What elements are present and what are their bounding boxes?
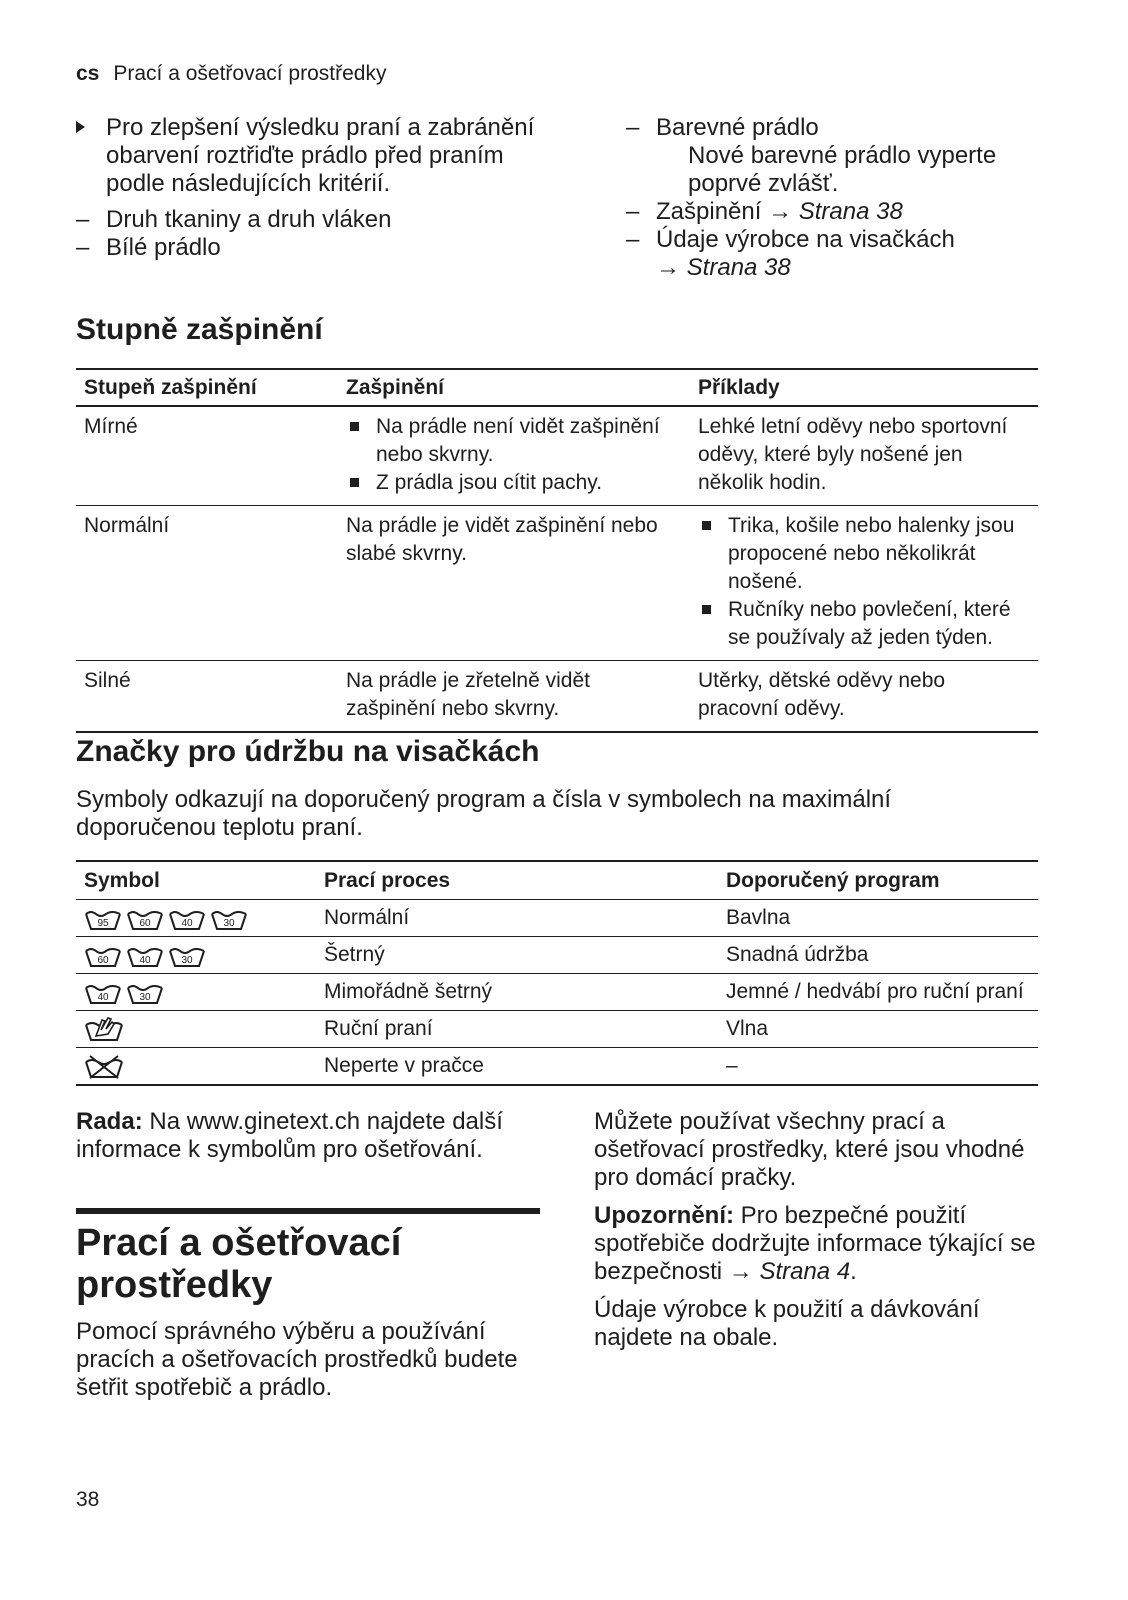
detergents-heading: Prací a ošetřovací prostředky <box>76 1222 402 1306</box>
intro-bullet-text: Pro zlepšení výsledku praní a zabránění obarvení roztřiďte prádlo před praním podle následujících kritérií. <box>106 114 535 197</box>
soiling-heading: Stupně zašpinění <box>76 313 323 346</box>
column-header: Doporučený program <box>718 861 1038 900</box>
wash-tub-icon <box>126 979 164 1005</box>
column-header: Stupeň zašpinění <box>76 369 338 406</box>
table-row: 60 40 30 Šetrný Snadná údržba <box>76 937 1038 974</box>
arrow-icon: → <box>768 198 793 225</box>
intro-bullet <box>76 114 556 198</box>
wash-tub-icon <box>168 905 206 931</box>
arrow-icon: → <box>728 1258 753 1285</box>
bullet-triangle-icon <box>76 121 85 133</box>
table-row: Ruční praní Vlna <box>76 1011 1038 1048</box>
page-number: 38 <box>76 1488 100 1511</box>
soiling-table <box>76 368 1038 733</box>
wash-temperature-label: 95 <box>97 918 109 929</box>
do-not-wash-icon <box>84 1053 124 1079</box>
detergents-right-column <box>594 1108 1054 1352</box>
care-symbols-intro: Symboly odkazují na doporučený program a čísla v symbolech na maximální doporučenou teplotu praní. <box>76 786 892 841</box>
column-header: Symbol <box>76 861 316 900</box>
list-item: Z prádla jsou cítit pachy. <box>346 469 682 497</box>
hand-wash-icon <box>84 1016 124 1042</box>
wash-temperature-label: 60 <box>97 955 109 966</box>
table-row: 40 30 Mimořádně šetrný Jemné / hedvábí pro ruční praní <box>76 974 1038 1011</box>
wash-temperature-label: 30 <box>181 955 193 966</box>
list-item: – Zašpinění → Strana 38 <box>626 198 903 225</box>
wash-symbols <box>76 937 316 974</box>
table-header-row <box>76 861 1038 900</box>
wash-tub-icon <box>126 942 164 968</box>
square-bullet-icon <box>350 478 359 487</box>
list-item: Na prádle není vidět zašpinění nebo skvrny. <box>346 413 682 469</box>
square-bullet-icon <box>350 422 359 431</box>
square-bullet-icon <box>702 521 711 530</box>
list-item: – Barevné prádlo Nové barevné prádlo vyperte poprvé zvlášť. <box>626 114 997 197</box>
wash-temperature-label: 30 <box>223 918 235 929</box>
table-header-row <box>76 369 1038 406</box>
wash-temperature-label: 40 <box>181 918 193 929</box>
intro-right-column <box>626 114 1066 282</box>
column-header: Prací proces <box>316 861 718 900</box>
wash-symbols <box>76 900 316 937</box>
table-row: Normální Na prádle je vidět zašpinění nebo slabé skvrny. Trika, košile nebo halenky jsou propocené nebo několikrát nošené. Ručníky nebo povlečení, které se používaly až jeden týden. <box>76 506 1038 661</box>
wash-temperature-label: 60 <box>139 918 151 929</box>
page-reference-link[interactable]: Strana 4 <box>759 1258 851 1285</box>
section-rule <box>76 1208 540 1214</box>
wash-tub-icon <box>84 905 122 931</box>
list-item: – Bílé prádlo <box>76 234 221 261</box>
page-reference-link[interactable]: Strana 38 <box>798 198 903 225</box>
detergents-paragraph: Údaje výrobce k použití a dávkování najdete na obale. <box>594 1296 980 1351</box>
list-item: – Údaje výrobce na visačkách → Strana 38 <box>626 226 955 281</box>
wash-temperature-label: 40 <box>139 955 151 966</box>
table-row: 95 60 40 30 Normální Bavlna <box>76 900 1038 937</box>
page-header <box>76 62 386 86</box>
language-code: cs <box>76 62 100 85</box>
intro-left-column <box>76 114 556 262</box>
header-title: Prací a ošetřovací prostředky <box>113 62 387 85</box>
tip-label: Rada: <box>76 1108 143 1135</box>
arrow-icon: → <box>656 254 680 281</box>
table-row: Silné Na prádle je zřetelně vidět zašpinění nebo skvrny. Utěrky, dětské oděvy nebo pracovní oděvy. <box>76 661 1038 733</box>
wash-symbols <box>76 974 316 1011</box>
wash-tub-icon <box>84 942 122 968</box>
wash-temperature-label: 30 <box>139 992 151 1003</box>
page-reference-link[interactable]: Strana 38 <box>686 254 791 281</box>
column-header: Příklady <box>690 369 1038 406</box>
column-header: Zašpinění <box>338 369 690 406</box>
list-item: Ručníky nebo povlečení, které se používaly až jeden týden. <box>698 596 1030 652</box>
warning-label: Upozornění: <box>594 1202 734 1229</box>
tip-paragraph: Rada: Na www.ginetext.ch najdete další informace k symbolům pro ošetřování. <box>76 1108 503 1163</box>
care-symbols-table <box>76 860 1038 1086</box>
table-row: Neperte v pračce – <box>76 1048 1038 1086</box>
list-item: – Druh tkaniny a druh vláken <box>76 206 392 233</box>
wash-tub-icon <box>168 942 206 968</box>
detergents-paragraph: Můžete používat všechny prací a ošetřovací prostředky, které jsou vhodné pro domácí pračky. <box>594 1108 1025 1191</box>
table-row: Mírné Na prádle není vidět zašpinění nebo skvrny. Z prádla jsou cítit pachy. Lehké letní oděvy nebo sportovní oděvy, které byly nošené jen několik hodin. <box>76 406 1038 506</box>
intro-sublist <box>76 206 556 262</box>
detergents-intro: Pomocí správného výběru a používání pracích a ošetřovacích prostředků budete šetřit spotřebič a prádlo. <box>76 1318 518 1401</box>
list-item: Trika, košile nebo halenky jsou propocené nebo několikrát nošené. <box>698 512 1030 596</box>
warning-paragraph: Upozornění: Pro bezpečné použití spotřebiče dodržujte informace týkající se bezpečnosti → Strana 4. <box>594 1202 1036 1285</box>
wash-tub-icon <box>126 905 164 931</box>
wash-tub-icon <box>210 905 248 931</box>
wash-temperature-label: 40 <box>97 992 109 1003</box>
care-symbols-heading: Značky pro údržbu na visačkách <box>76 735 540 768</box>
wash-tub-icon <box>84 979 122 1005</box>
square-bullet-icon <box>702 605 711 614</box>
